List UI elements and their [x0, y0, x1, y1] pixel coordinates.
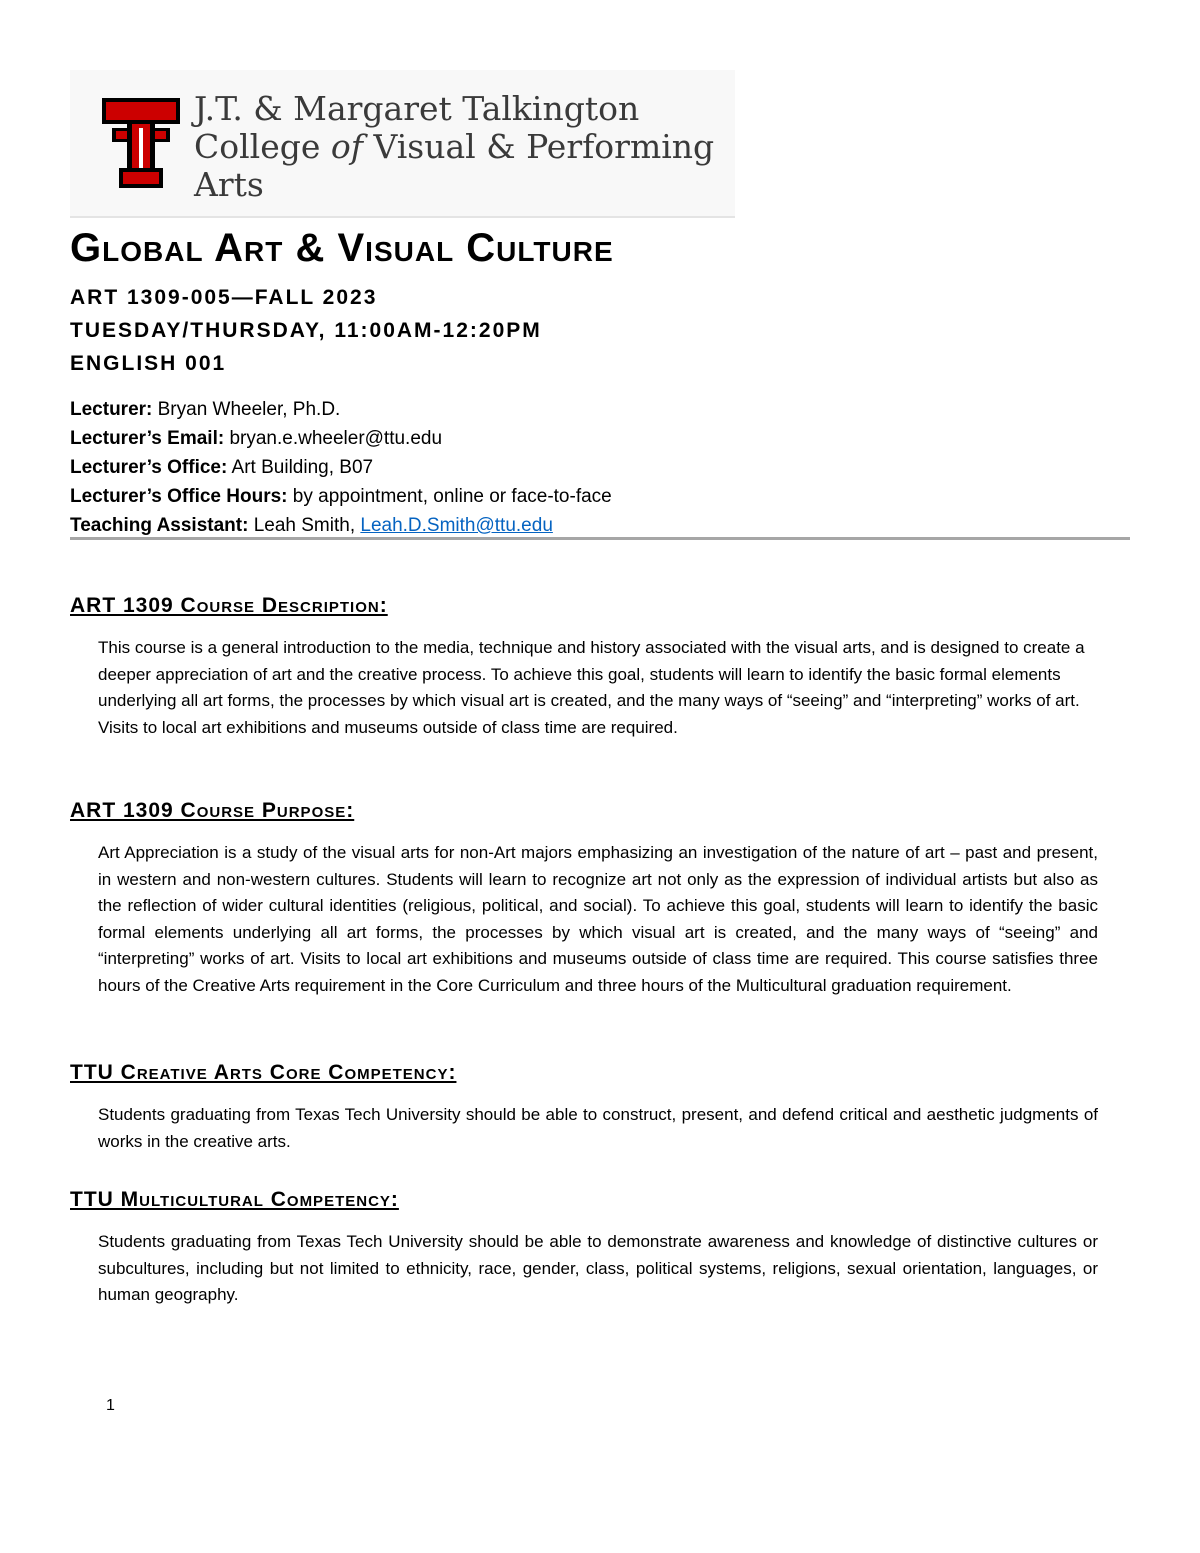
- info-value: Art Building, B07: [227, 457, 374, 478]
- info-label: Teaching Assistant:: [70, 515, 249, 536]
- info-office: [70, 453, 612, 482]
- info-email: [70, 424, 612, 453]
- course-room: ENGLISH 001: [70, 352, 227, 375]
- logo-text: Visual & Performing: [363, 127, 715, 166]
- section-body: Students graduating from Texas Tech University should be able to demonstrate awareness and knowledge of distinctive cultures or subcultures, including but not limited to ethnicity, race, gender, class, political systems, religions, sexual orientation, languages, or human geography.: [98, 1232, 1098, 1305]
- course-title: Global Art & Visual Culture: [70, 226, 614, 270]
- info-office-hours: [70, 482, 612, 511]
- logo-line-3: Arts: [194, 165, 264, 204]
- section-body: This course is a general introduction to the media, technique and history associated with the visual arts, and is designed to create a deeper appreciation of art and the creative process. To achieve this goal, students will learn to identify the basic formal elements underlying all art forms, the processes by which visual art is created, and the many ways of “seeing” and “interpreting” works of art. Visits to local art exhibitions and museums outside of class time are required.: [98, 638, 1085, 737]
- section-heading: TTU Multicultural Competency:: [70, 1188, 399, 1211]
- info-value: Leah Smith,: [248, 515, 361, 536]
- ta-email-link[interactable]: Leah.D.Smith@ttu.edu: [360, 515, 553, 536]
- double-t-logo-icon: [102, 98, 180, 190]
- logo-text: of: [330, 127, 363, 166]
- page-number: 1: [106, 1397, 115, 1414]
- college-name: [194, 90, 714, 204]
- logo-text: College: [194, 127, 331, 166]
- info-lecturer: [70, 395, 612, 424]
- info-label: Lecturer’s Office Hours:: [70, 486, 288, 507]
- info-value: bryan.e.wheeler@ttu.edu: [224, 428, 443, 449]
- info-label: Lecturer’s Email:: [70, 428, 225, 449]
- info-value: Bryan Wheeler, Ph.D.: [152, 399, 341, 420]
- section-body: Students graduating from Texas Tech University should be able to construct, present, and defend critical and aesthetic judgments of works in the creative arts.: [98, 1105, 1098, 1151]
- section-body: Art Appreciation is a study of the visual arts for non-Art majors emphasizing an investigation of the nature of art – past and present, in western and non-western cultures. Students will learn to recognize art not only as the expression of individual artists but also as the reflection of wider cultural identities (religious, political, and social). To achieve this goal, students will learn to identify the basic formal elements underlying all art forms, the processes by which visual art is created, and the many ways of “seeing” and “interpreting” works of art. Visits to local art exhibitions and museums outside of class time are required. This course satisfies three hours of the Creative Arts requirement in the Core Curriculum and three hours of the Multicultural graduation requirement.: [98, 843, 1098, 995]
- section-heading: ART 1309 Course Purpose:: [70, 799, 355, 822]
- section-heading: TTU Creative Arts Core Competency:: [70, 1061, 457, 1084]
- section-heading: ART 1309 Course Description:: [70, 594, 388, 617]
- logo-line-1: J.T. & Margaret Talkington: [194, 89, 640, 128]
- lecturer-info: [70, 395, 612, 540]
- course-code: ART 1309-005—FALL 2023: [70, 286, 378, 309]
- horizontal-divider: [70, 537, 1130, 540]
- course-schedule: TUESDAY/THURSDAY, 11:00AM-12:20PM: [70, 319, 542, 342]
- info-label: Lecturer:: [70, 399, 153, 420]
- college-logo-banner: [70, 70, 735, 218]
- info-value: by appointment, online or face-to-face: [287, 486, 612, 507]
- logo-line-2: [194, 128, 714, 166]
- info-label: Lecturer’s Office:: [70, 457, 228, 478]
- info-teaching-assistant: [70, 511, 612, 540]
